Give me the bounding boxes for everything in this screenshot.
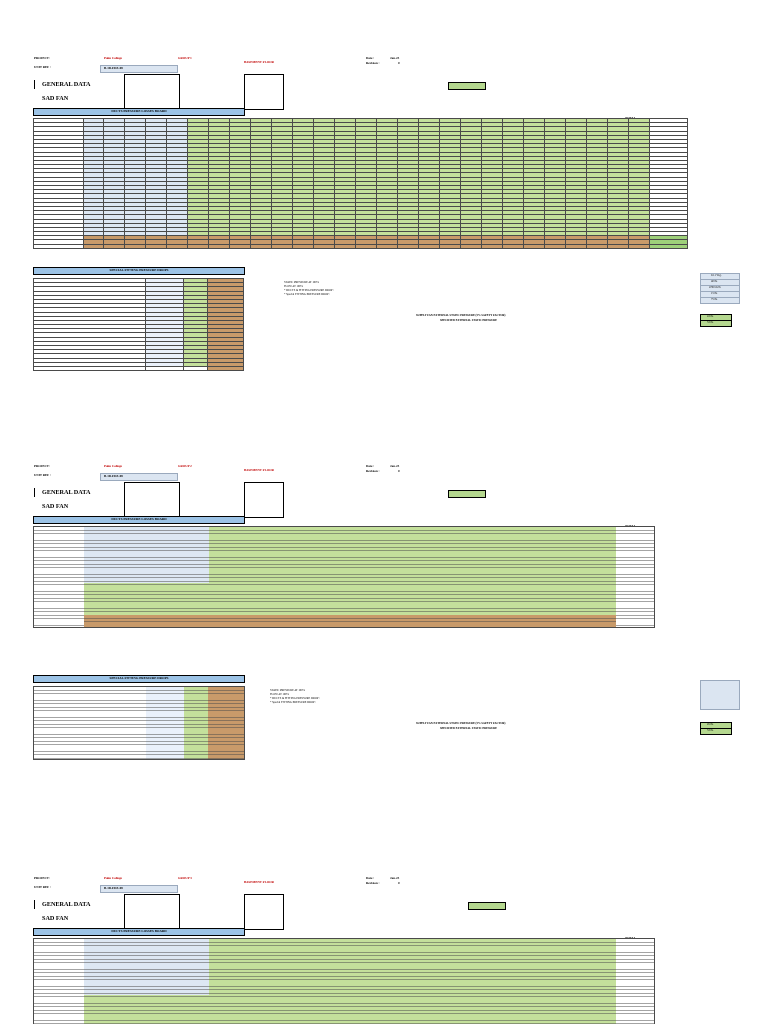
revision-value: 0 — [398, 469, 400, 473]
general-data-title: GENERAL DATA — [42, 489, 91, 496]
loss-rows — [84, 615, 616, 627]
fitting-qty-column — [146, 687, 184, 759]
date-label: Date : — [366, 56, 375, 60]
duct-section-header — [33, 928, 245, 936]
specified-pressure-value — [700, 320, 732, 327]
unit-ref-value: B-1D-FDZ-08 — [104, 474, 123, 478]
static-note-1: STATIC PRESSURE AT 100% — [270, 689, 305, 692]
floor-label: BASEMENT FLOOR — [244, 880, 274, 884]
project-label: PROJECT: — [34, 876, 50, 880]
summary-value: 0.11 W.g. — [711, 274, 722, 277]
revision-label: Revision : — [366, 61, 380, 65]
static-note-4: * Special FITTING PRESSURE DROP : — [284, 293, 330, 296]
static-note-1: STATIC PRESSURE AT 100% — [284, 281, 319, 284]
general-data-title: GENERAL DATA — [42, 81, 91, 88]
duct-parameters-box — [124, 74, 180, 110]
summary-value: 4700 m³/h — [709, 286, 721, 289]
floor-label: BASEMENT FLOOR — [244, 60, 274, 64]
calc-sheet-group-1 — [0, 0, 768, 400]
duct-parameters-box — [124, 482, 180, 518]
floor-label: BASEMENT FLOOR — [244, 468, 274, 472]
date-value: Jan-23 — [390, 876, 400, 880]
unit-ref-label: UNIT REF : — [34, 885, 51, 889]
specified-pressure-value — [700, 728, 732, 735]
duct-parameters-box — [124, 894, 180, 930]
group-label: GROUP 1 — [178, 56, 192, 60]
section-columns — [84, 939, 209, 995]
date-label: Date : — [366, 464, 375, 468]
duct-table — [33, 118, 688, 249]
project-label: PROJECT: — [34, 464, 50, 468]
section-marker — [34, 488, 35, 497]
duct-section-header — [33, 108, 245, 116]
duct-info-box — [244, 482, 284, 518]
duct-section-title: DUCTS PRESSURE LOSSES BOARD — [111, 109, 167, 113]
fan-name: SAD FAN — [42, 95, 69, 102]
supply-fan-label: SUPPLY FAN EXTERNAL STATIC PRESSURE (5% SAFETY FACTOR) — [416, 722, 506, 725]
unit-ref-value: B-1D-FDZ-08 — [104, 66, 123, 70]
calc-sheet-group-3 — [0, 820, 768, 1024]
pressure-summary — [700, 680, 740, 710]
calc-sheet-group-2 — [0, 408, 768, 808]
fitting-section-header — [33, 675, 245, 683]
fitting-factor-column — [184, 687, 208, 759]
revision-label: Revision : — [366, 881, 380, 885]
group-label: GROUP 2 — [178, 464, 192, 468]
summary-value: 40 Pa — [711, 280, 718, 283]
external-pressure-text: 43 Pa — [707, 315, 714, 318]
section-columns — [84, 527, 209, 583]
fitting-total-column — [208, 687, 244, 759]
unit-ref-field[interactable] — [100, 885, 178, 893]
duct-section-header — [33, 516, 245, 524]
table-row — [34, 244, 688, 248]
specified-pressure-text: 53 Pa — [707, 729, 714, 732]
total-column — [616, 939, 654, 1024]
project-label: PROJECT: — [34, 56, 50, 60]
duct-table — [33, 938, 655, 1024]
group-label: GROUP 3 — [178, 876, 192, 880]
status-box — [468, 902, 506, 910]
project-value: Palm College — [104, 56, 122, 60]
project-value: Palm College — [104, 464, 122, 468]
static-note-2: FLOW AT 100% — [284, 285, 304, 288]
static-note-3: * DUCTS & FITTING PRESSURE DROP : — [284, 289, 334, 292]
date-value: Jan-23 — [390, 56, 400, 60]
unit-ref-label: UNIT REF : — [34, 65, 51, 69]
specified-label: SPECIFIED EXTERNAL STATIC PRESSURE — [440, 727, 498, 730]
duct-info-box — [244, 74, 284, 110]
supply-fan-label: SUPPLY FAN EXTERNAL STATIC PRESSURE (5% SAFETY FACTOR) — [416, 314, 506, 317]
duct-section-title: DUCTS PRESSURE LOSSES BOARD — [111, 929, 167, 933]
row-labels — [34, 939, 84, 1024]
fitting-section-header — [33, 267, 245, 275]
unit-ref-field[interactable] — [100, 473, 178, 481]
duct-table — [33, 526, 655, 628]
unit-ref-value: B-1D-FDZ-08 — [104, 886, 123, 890]
fitting-table — [33, 278, 244, 371]
total-column — [616, 527, 654, 627]
duct-info-box — [244, 894, 284, 930]
duct-section-title: DUCTS PRESSURE LOSSES BOARD — [111, 517, 167, 521]
fitting-table — [33, 686, 245, 760]
summary-value: 75 Pa — [711, 298, 718, 301]
fitting-section-title: SPECIAL FITTING PRESSURE DROPS — [109, 268, 169, 272]
general-data-title: GENERAL DATA — [42, 901, 91, 908]
summary-value: 15 Pa — [711, 292, 718, 295]
section-marker — [34, 80, 35, 89]
specified-pressure-text: 53 Pa — [707, 321, 714, 324]
summary-cell — [700, 297, 740, 304]
specified-label: SPECIFIED EXTERNAL STATIC PRESSURE — [440, 319, 498, 322]
section-marker — [34, 900, 35, 909]
status-box — [448, 490, 486, 498]
fan-name: SAD FAN — [42, 915, 69, 922]
date-label: Date : — [366, 876, 375, 880]
date-value: Jan-23 — [390, 464, 400, 468]
table-row — [34, 366, 244, 370]
revision-value: 0 — [398, 61, 400, 65]
unit-ref-label: UNIT REF : — [34, 473, 51, 477]
project-value: Palm College — [104, 876, 122, 880]
fan-name: SAD FAN — [42, 503, 69, 510]
status-box — [448, 82, 486, 90]
static-note-3: * DUCTS & FITTING PRESSURE DROP : — [270, 697, 320, 700]
external-pressure-text: 45 Pa — [707, 723, 714, 726]
unit-ref-field[interactable] — [100, 65, 178, 73]
row-labels — [34, 527, 84, 627]
revision-label: Revision : — [366, 469, 380, 473]
static-note-4: * Special FITTING PRESSURE DROP : — [270, 701, 316, 704]
static-note-2: FLOW AT 100% — [270, 693, 290, 696]
fitting-section-title: SPECIAL FITTING PRESSURE DROPS — [109, 676, 169, 680]
revision-value: 0 — [398, 881, 400, 885]
